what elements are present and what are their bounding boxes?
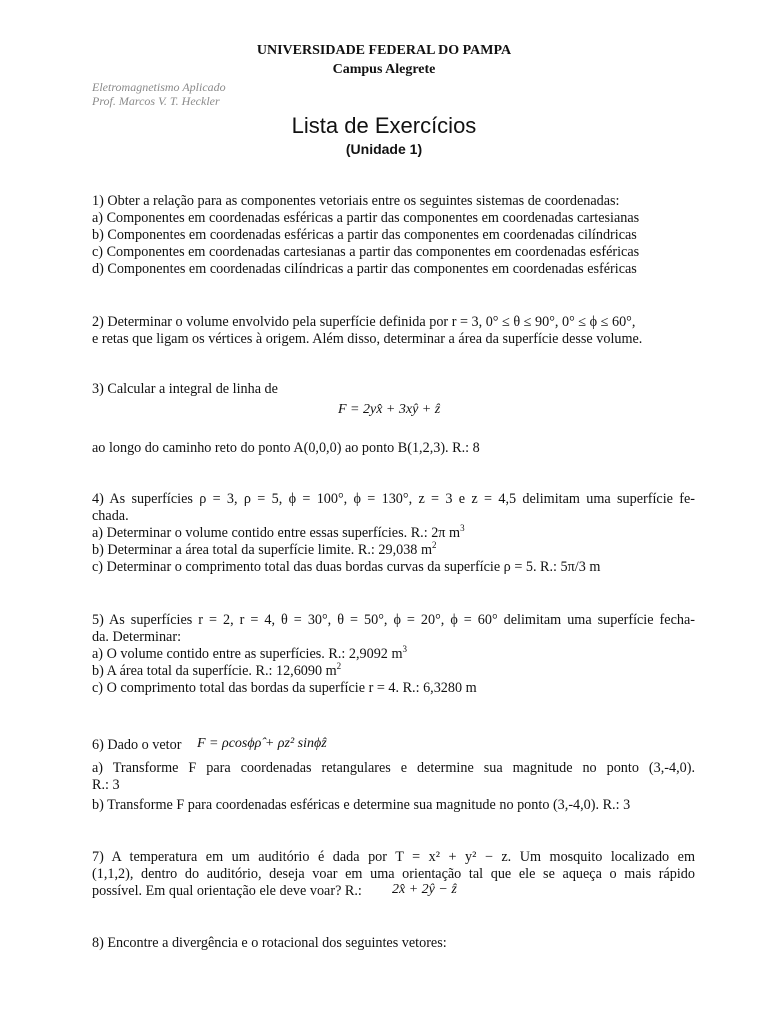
exercise-5-item-b-exponent: 2 — [336, 661, 342, 671]
exercise-6-item-b: b) Transforme F para coordenadas esféricas e determine sua magnitude no ponto (3,-4,0). R.: 3 — [92, 797, 631, 813]
campus-name: Campus Alegrete — [332, 62, 436, 77]
exercise-5-statement: 5) As superfícies r = 2, r = 4, θ = 30°, θ = 50°, ϕ = 20°, ϕ = 60° delimitam uma superfície fecha- — [92, 612, 695, 628]
exercise-8-statement: 8) Encontre a divergência e o rotacional dos seguintes vetores: — [92, 935, 447, 951]
exercise-2-statement-cont: e retas que ligam os vértices à origem. Além disso, determinar a área da superfície desse volume. — [92, 331, 643, 347]
exercise-6-item-a: a) Transforme F para coordenadas retangulares e determine sua magnitude no ponto (3,-4,0). — [92, 760, 695, 776]
course-name: Eletromagnetismo Aplicado — [92, 80, 226, 94]
exercise-3-statement-cont: ao longo do caminho reto do ponto A(0,0,0) ao ponto B(1,2,3). R.: 8 — [92, 440, 480, 456]
exercise-4-statement-cont: chada. — [92, 508, 129, 524]
exercise-1-item-b: b) Componentes em coordenadas esféricas a partir das componentes em coordenadas cilíndricas — [92, 227, 637, 243]
exercise-4-item-c: c) Determinar o comprimento total das duas bordas curvas da superfície ρ = 5. R.: 5π/3 m — [92, 559, 601, 575]
exercise-2-statement: 2) Determinar o volume envolvido pela superfície definida por r = 3, 0° ≤ θ ≤ 90°, 0° ≤ ϕ ≤ 60°, — [92, 314, 636, 330]
page-title: Lista de Exercícios — [291, 113, 477, 138]
exercise-7-statement-cont: (1,1,2), dentro do auditório, deseja voar em uma orientação tal que ele se aqueça o mais rápido — [92, 866, 695, 882]
exercise-7-statement: 7) A temperatura em um auditório é dada por T = x² + y² − z. Um mosquito localizado em — [92, 849, 695, 865]
exercise-1-item-a: a) Componentes em coordenadas esféricas a partir das componentes em coordenadas cartesianas — [92, 210, 640, 226]
exercise-6-statement: 6) Dado o vetor — [92, 737, 182, 753]
exercise-7-answer-vector: 2x̂ + 2ŷ − ẑ — [392, 882, 457, 897]
exercise-5-item-a-exponent: 3 — [402, 644, 407, 654]
exercise-4-item-a-exponent: 3 — [460, 523, 465, 533]
exercise-1-item-d: d) Componentes em coordenadas cilíndricas a partir das componentes em coordenadas esféricas — [92, 261, 637, 277]
exercise-6-equation: F = ρcosϕρ̂ + ρz² sinϕẑ — [197, 736, 327, 751]
exercise-1-item-c: c) Componentes em coordenadas cartesianas a partir das componentes em coordenadas esféricas — [92, 244, 640, 260]
page-subtitle: (Unidade 1) — [345, 141, 423, 157]
exercise-4-item-a: a) Determinar o volume contido entre essas superfícies. R.: 2π $m^3$ — [92, 523, 465, 541]
exercise-5-item-b: b) A área total da superfície. R.: 12,6090 $m^2$ — [92, 661, 342, 679]
exercise-5-item-a: a) O volume contido entre as superfícies. R.: 2,9092 $m^3$ — [92, 644, 407, 662]
exercise-6-item-a-answer: R.: 3 — [92, 777, 120, 793]
exercise-5-item-c: c) O comprimento total das bordas da superfície r = 4. R.: 6,3280 m — [92, 680, 477, 696]
exercise-7-question: possível. Em qual orientação ele deve voar? R.: — [92, 883, 362, 899]
exercise-4-item-b-exponent: 2 — [432, 540, 437, 550]
university-name: UNIVERSIDADE FEDERAL DO PAMPA — [256, 43, 512, 58]
exercise-4-statement: 4) As superfícies ρ = 3, ρ = 5, ϕ = 100°, ϕ = 130°, z = 3 e z = 4,5 delimitam uma superfície fe- — [92, 491, 695, 507]
exercise-3-statement: 3) Calcular a integral de linha de — [92, 381, 278, 397]
exercise-3-equation: F = 2yx̂ + 3xŷ + ẑ — [338, 402, 441, 417]
exercise-5-statement-cont: da. Determinar: — [92, 629, 182, 645]
exercise-4-item-b: b) Determinar a área total da superfície limite. R.: 29,038 $m^2$ — [92, 540, 437, 558]
exercise-1-statement: 1) Obter a relação para as componentes vetoriais entre os seguintes sistemas de coordenadas: — [92, 193, 620, 209]
professor-name: Prof. Marcos V. T. Heckler — [92, 94, 220, 108]
